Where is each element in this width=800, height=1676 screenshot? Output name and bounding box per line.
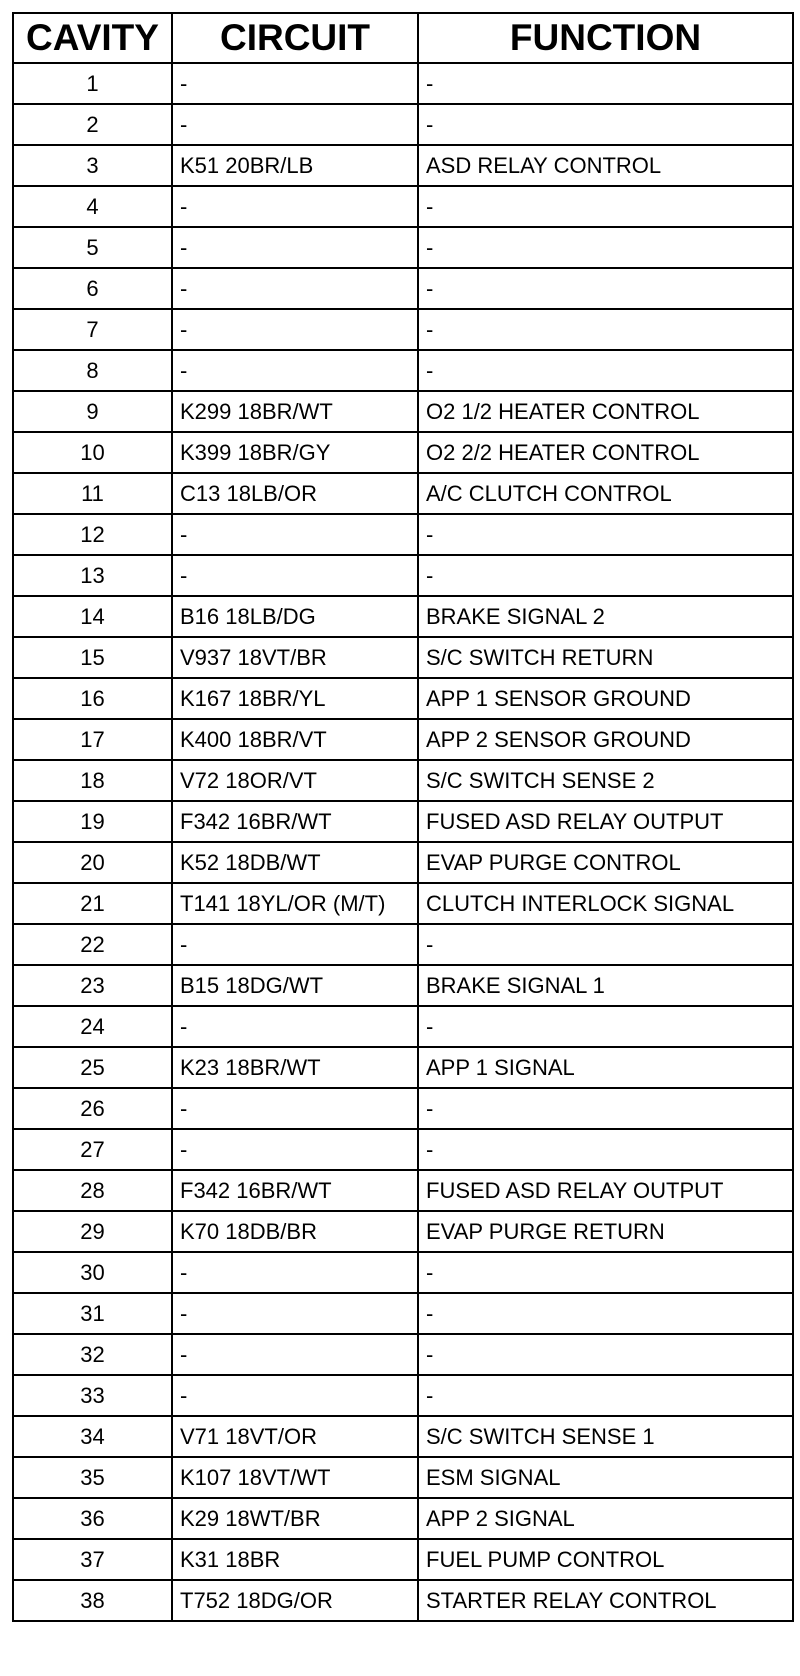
circuit-cell: B15 18DG/WT (172, 965, 418, 1006)
cavity-cell: 4 (13, 186, 172, 227)
cavity-cell: 31 (13, 1293, 172, 1334)
cavity-cell: 30 (13, 1252, 172, 1293)
cavity-cell: 8 (13, 350, 172, 391)
cavity-cell: 26 (13, 1088, 172, 1129)
cavity-cell: 24 (13, 1006, 172, 1047)
table-row (13, 1375, 793, 1416)
table-row (13, 1293, 793, 1334)
cavity-cell: 9 (13, 391, 172, 432)
circuit-cell: - (172, 1293, 418, 1334)
function-cell: APP 2 SIGNAL (418, 1498, 793, 1539)
circuit-cell: K29 18WT/BR (172, 1498, 418, 1539)
circuit-cell: K400 18BR/VT (172, 719, 418, 760)
function-cell: BRAKE SIGNAL 2 (418, 596, 793, 637)
table-row (13, 719, 793, 760)
circuit-cell: V72 18OR/VT (172, 760, 418, 801)
table-row (13, 391, 793, 432)
cavity-cell: 1 (13, 63, 172, 104)
function-cell: APP 2 SENSOR GROUND (418, 719, 793, 760)
circuit-cell: - (172, 268, 418, 309)
table-row (13, 1211, 793, 1252)
table-row (13, 924, 793, 965)
cavity-cell: 13 (13, 555, 172, 596)
function-cell: STARTER RELAY CONTROL (418, 1580, 793, 1621)
cavity-cell: 35 (13, 1457, 172, 1498)
cavity-cell: 29 (13, 1211, 172, 1252)
circuit-cell: - (172, 1252, 418, 1293)
circuit-cell: F342 16BR/WT (172, 1170, 418, 1211)
table-row (13, 350, 793, 391)
table-row (13, 514, 793, 555)
table-row (13, 432, 793, 473)
column-header-function: FUNCTION (418, 13, 793, 63)
circuit-cell: - (172, 104, 418, 145)
table-row (13, 1539, 793, 1580)
function-cell: O2 1/2 HEATER CONTROL (418, 391, 793, 432)
function-cell: - (418, 555, 793, 596)
function-cell: - (418, 1375, 793, 1416)
cavity-cell: 11 (13, 473, 172, 514)
table-row (13, 1457, 793, 1498)
cavity-cell: 17 (13, 719, 172, 760)
function-cell: BRAKE SIGNAL 1 (418, 965, 793, 1006)
column-header-cavity: CAVITY (13, 13, 172, 63)
circuit-cell: V71 18VT/OR (172, 1416, 418, 1457)
circuit-cell: - (172, 63, 418, 104)
cavity-cell: 7 (13, 309, 172, 350)
cavity-cell: 37 (13, 1539, 172, 1580)
circuit-cell: - (172, 1375, 418, 1416)
circuit-cell: - (172, 227, 418, 268)
cavity-cell: 2 (13, 104, 172, 145)
cavity-cell: 12 (13, 514, 172, 555)
circuit-cell: F342 16BR/WT (172, 801, 418, 842)
table-row (13, 1047, 793, 1088)
cavity-cell: 22 (13, 924, 172, 965)
circuit-cell: K167 18BR/YL (172, 678, 418, 719)
cavity-cell: 5 (13, 227, 172, 268)
cavity-cell: 3 (13, 145, 172, 186)
table-row (13, 678, 793, 719)
table-row (13, 473, 793, 514)
cavity-cell: 23 (13, 965, 172, 1006)
table-body (13, 63, 793, 1621)
function-cell: CLUTCH INTERLOCK SIGNAL (418, 883, 793, 924)
function-cell: A/C CLUTCH CONTROL (418, 473, 793, 514)
circuit-cell: K399 18BR/GY (172, 432, 418, 473)
cavity-cell: 21 (13, 883, 172, 924)
table-row (13, 227, 793, 268)
function-cell: - (418, 924, 793, 965)
function-cell: - (418, 309, 793, 350)
cavity-cell: 20 (13, 842, 172, 883)
cavity-cell: 10 (13, 432, 172, 473)
function-cell: S/C SWITCH RETURN (418, 637, 793, 678)
cavity-cell: 15 (13, 637, 172, 678)
table-row (13, 63, 793, 104)
circuit-cell: C13 18LB/OR (172, 473, 418, 514)
column-header-circuit: CIRCUIT (172, 13, 418, 63)
function-cell: - (418, 186, 793, 227)
cavity-cell: 25 (13, 1047, 172, 1088)
circuit-cell: - (172, 555, 418, 596)
table-row (13, 309, 793, 350)
circuit-cell: - (172, 1334, 418, 1375)
table-row (13, 1416, 793, 1457)
cavity-cell: 18 (13, 760, 172, 801)
function-cell: - (418, 1088, 793, 1129)
function-cell: S/C SWITCH SENSE 2 (418, 760, 793, 801)
circuit-cell: K51 20BR/LB (172, 145, 418, 186)
circuit-cell: K70 18DB/BR (172, 1211, 418, 1252)
circuit-cell: T752 18DG/OR (172, 1580, 418, 1621)
circuit-cell: - (172, 1088, 418, 1129)
function-cell: FUSED ASD RELAY OUTPUT (418, 1170, 793, 1211)
table-row (13, 1129, 793, 1170)
cavity-cell: 27 (13, 1129, 172, 1170)
cavity-cell: 34 (13, 1416, 172, 1457)
function-cell: - (418, 514, 793, 555)
function-cell: - (418, 227, 793, 268)
function-cell: ASD RELAY CONTROL (418, 145, 793, 186)
table-row (13, 555, 793, 596)
circuit-cell: - (172, 186, 418, 227)
cavity-cell: 19 (13, 801, 172, 842)
function-cell: ESM SIGNAL (418, 1457, 793, 1498)
function-cell: EVAP PURGE CONTROL (418, 842, 793, 883)
table-row (13, 1498, 793, 1539)
table-row (13, 596, 793, 637)
circuit-cell: K299 18BR/WT (172, 391, 418, 432)
circuit-cell: - (172, 350, 418, 391)
circuit-cell: K107 18VT/WT (172, 1457, 418, 1498)
table-row (13, 145, 793, 186)
table-row (13, 1252, 793, 1293)
cavity-cell: 32 (13, 1334, 172, 1375)
header-row (13, 13, 793, 63)
function-cell: - (418, 350, 793, 391)
function-cell: - (418, 268, 793, 309)
function-cell: S/C SWITCH SENSE 1 (418, 1416, 793, 1457)
function-cell: APP 1 SIGNAL (418, 1047, 793, 1088)
table-row (13, 1006, 793, 1047)
table-row (13, 760, 793, 801)
function-cell: EVAP PURGE RETURN (418, 1211, 793, 1252)
function-cell: APP 1 SENSOR GROUND (418, 678, 793, 719)
table-row (13, 637, 793, 678)
circuit-cell: K23 18BR/WT (172, 1047, 418, 1088)
circuit-cell: - (172, 1129, 418, 1170)
function-cell: FUEL PUMP CONTROL (418, 1539, 793, 1580)
circuit-cell: B16 18LB/DG (172, 596, 418, 637)
function-cell: - (418, 63, 793, 104)
table-row (13, 104, 793, 145)
table-row (13, 1088, 793, 1129)
cavity-cell: 16 (13, 678, 172, 719)
function-cell: - (418, 1334, 793, 1375)
function-cell: - (418, 1293, 793, 1334)
circuit-cell: - (172, 309, 418, 350)
function-cell: O2 2/2 HEATER CONTROL (418, 432, 793, 473)
cavity-cell: 6 (13, 268, 172, 309)
table-row (13, 801, 793, 842)
function-cell: - (418, 1252, 793, 1293)
function-cell: - (418, 1006, 793, 1047)
circuit-cell: K31 18BR (172, 1539, 418, 1580)
table-row (13, 965, 793, 1006)
table-row (13, 1580, 793, 1621)
cavity-cell: 14 (13, 596, 172, 637)
table-row (13, 842, 793, 883)
connector-pinout-table (12, 12, 794, 1622)
circuit-cell: - (172, 924, 418, 965)
table-row (13, 1334, 793, 1375)
cavity-cell: 33 (13, 1375, 172, 1416)
circuit-cell: K52 18DB/WT (172, 842, 418, 883)
table-row (13, 268, 793, 309)
function-cell: FUSED ASD RELAY OUTPUT (418, 801, 793, 842)
function-cell: - (418, 1129, 793, 1170)
cavity-cell: 28 (13, 1170, 172, 1211)
circuit-cell: - (172, 1006, 418, 1047)
function-cell: - (418, 104, 793, 145)
cavity-cell: 36 (13, 1498, 172, 1539)
table-row (13, 883, 793, 924)
circuit-cell: - (172, 514, 418, 555)
table-row (13, 186, 793, 227)
circuit-cell: T141 18YL/OR (M/T) (172, 883, 418, 924)
cavity-cell: 38 (13, 1580, 172, 1621)
table-row (13, 1170, 793, 1211)
circuit-cell: V937 18VT/BR (172, 637, 418, 678)
